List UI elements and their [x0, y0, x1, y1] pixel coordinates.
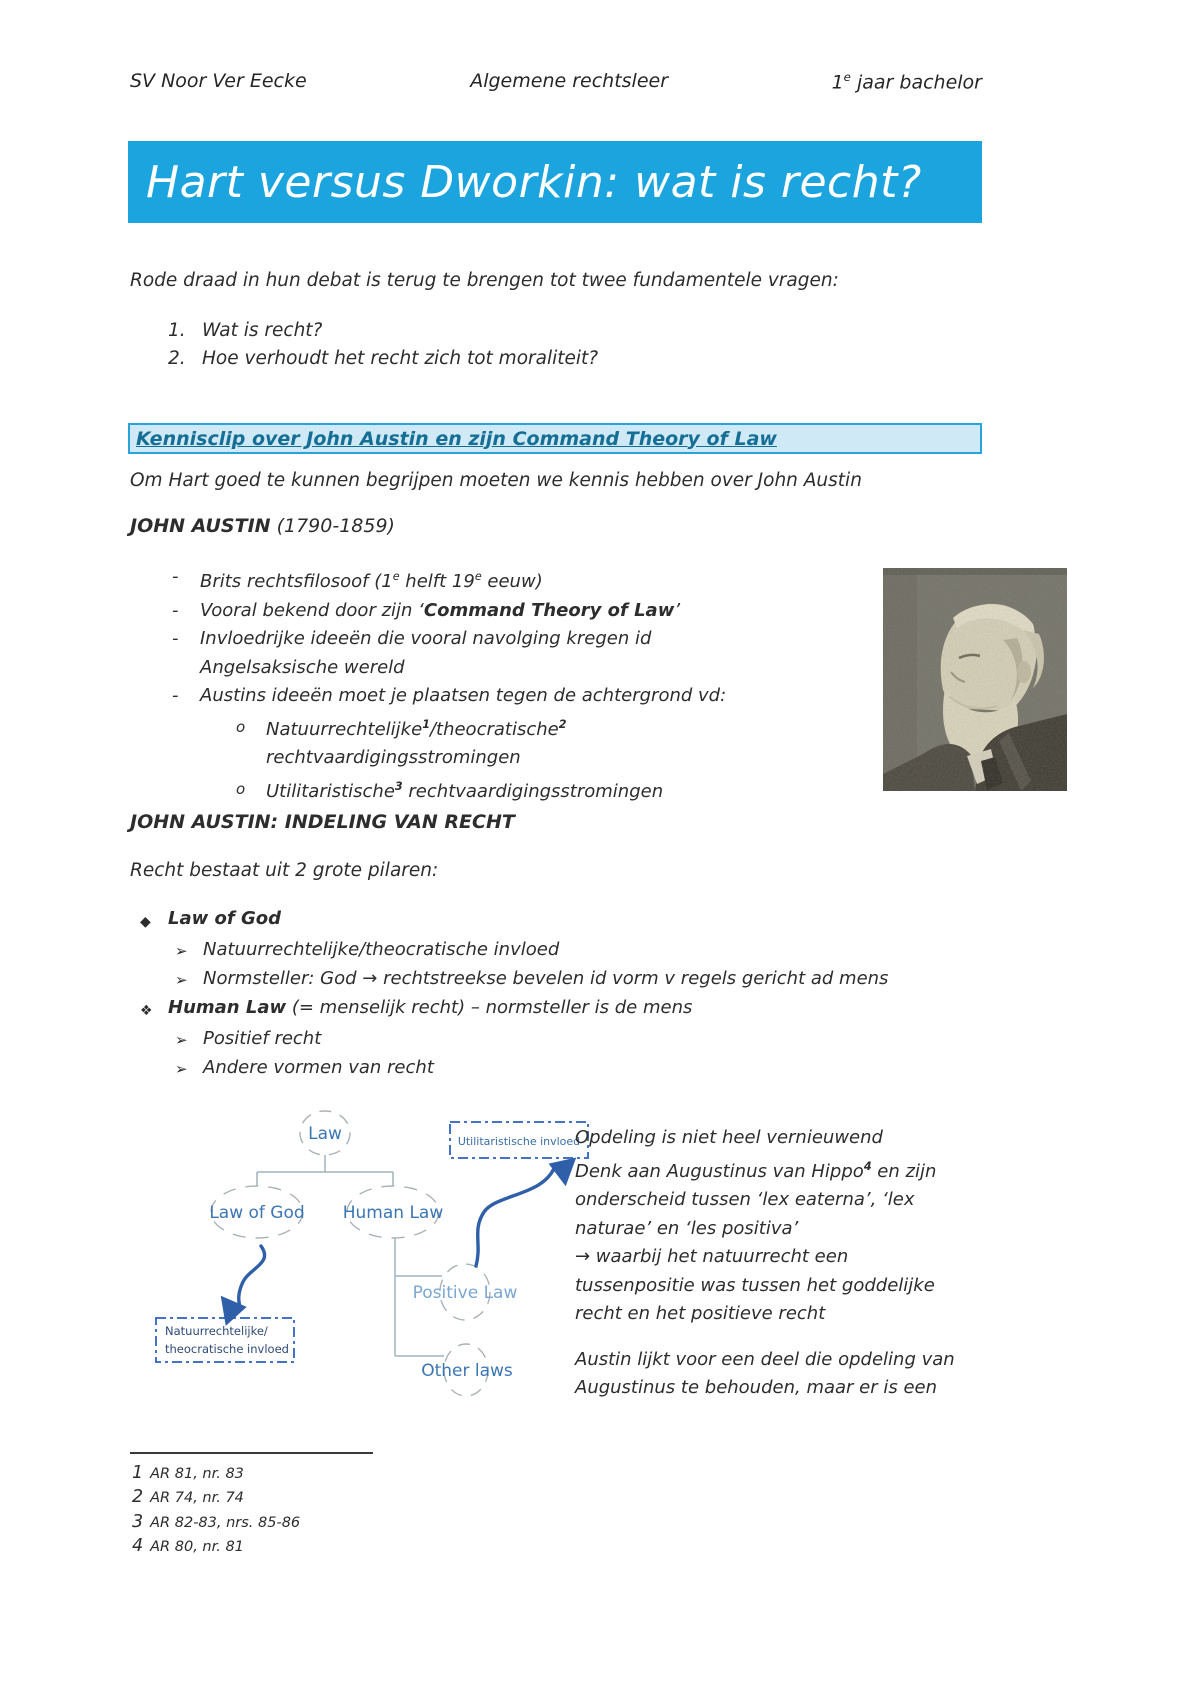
natural-influence-label-line2: theocratische invloed — [165, 1342, 289, 1356]
footnote-text: AR 74, nr. 74 — [150, 1490, 244, 1507]
list-number: 2. — [168, 348, 186, 369]
diagram-node-human-law: Human Law — [342, 1203, 444, 1223]
note-line: tussenpositie was tussen het goddelijke — [575, 1274, 935, 1296]
list-text: Wat is recht? — [202, 320, 323, 341]
arrowhead-bullet-icon: ➢ — [175, 1060, 188, 1078]
diagram-node-law: Law — [308, 1124, 342, 1144]
footnote-number: 1 — [132, 1463, 144, 1483]
footnote-ref: 1 — [422, 717, 430, 731]
note-line: → waarbij het natuurrecht een — [575, 1246, 849, 1267]
curved-arrow-to-natural-icon — [239, 1246, 265, 1308]
list-item — [168, 317, 598, 345]
austin-heading — [130, 515, 395, 537]
note-line: naturae’ en ‘les positiva’ — [575, 1217, 799, 1239]
diamond-bullet-icon: ❖ — [140, 1003, 153, 1019]
text-part: rechtvaardigingsstromingen — [266, 747, 521, 768]
curved-arrow-to-utilitarian-icon — [476, 1166, 555, 1266]
text-part: rechtvaardigingsstromingen — [402, 780, 664, 802]
text-part: Denk aan Augustinus van Hippo — [575, 1160, 864, 1182]
bullet-text — [200, 625, 651, 682]
austin-name: JOHN AUSTIN — [130, 515, 271, 537]
text-part: en zijn — [871, 1160, 937, 1182]
bullet-item — [172, 625, 872, 682]
pillar-sub-item — [175, 936, 888, 965]
note-line: Opdeling is niet heel vernieuwend — [575, 1127, 883, 1148]
bullet-item — [172, 682, 872, 711]
footnote-ref: 4 — [863, 1159, 872, 1173]
header-year-sup: e — [843, 70, 851, 84]
footnote-item — [132, 1486, 300, 1510]
sub-text: Natuurrechtelijke/theocratische invloed — [203, 939, 560, 960]
bullet-item — [172, 597, 872, 626]
text-part: Natuurrechtelijke — [266, 718, 423, 740]
bullet-text — [266, 773, 663, 807]
augustinus-note — [575, 1124, 955, 1403]
note-line: onderscheid tussen ‘lex eaterna’, ‘lex — [575, 1189, 915, 1210]
header-year-num: 1 — [831, 71, 844, 94]
text-part: Vooral bekend door zijn ‘ — [200, 599, 424, 621]
arrowhead-bullet-icon: ➢ — [175, 942, 188, 960]
footnote-number: 4 — [132, 1536, 144, 1557]
header-course: Algemene rechtsleer — [470, 70, 669, 92]
pillar-title: Law of God — [168, 908, 282, 929]
john-austin-portrait — [883, 568, 1067, 791]
dash-bullet: - — [172, 599, 179, 621]
page-header — [130, 70, 982, 93]
footnote-list — [132, 1462, 300, 1560]
text-part: ’ — [674, 599, 681, 621]
o-bullet: o — [236, 717, 246, 736]
bold-text: Human Law — [168, 997, 287, 1018]
header-year — [832, 70, 982, 93]
header-author: SV Noor Ver Eecke — [130, 70, 307, 92]
dash-bullet: - — [172, 685, 179, 706]
diamond-bullet-icon: ◆ — [140, 914, 151, 930]
note-line: recht en het positieve recht — [575, 1303, 826, 1324]
footnote-item — [132, 1535, 300, 1559]
sub-bullet-item — [236, 711, 872, 773]
pillar-sub-item — [175, 1054, 888, 1083]
footnote-text: AR 80, nr. 81 — [150, 1539, 244, 1556]
utilitarian-influence-label: Utilitaristische invloed — [457, 1135, 581, 1148]
text-part: Angelsaksische wereld — [200, 656, 405, 678]
list-text: Hoe verhoudt het recht zich tot moraliteit? — [202, 348, 599, 369]
footnote-number: 3 — [132, 1511, 144, 1532]
list-item — [168, 345, 598, 373]
title-banner — [128, 141, 982, 223]
bullet-text — [200, 563, 543, 597]
pillar-list — [140, 905, 888, 1083]
section-intro: Om Hart goed te kunnen begrijpen moeten we kennis hebben over John Austin — [130, 470, 862, 491]
footnote-ref: 3 — [394, 779, 403, 793]
bullet-text: Austins ideeën moet je plaatsen tegen de achtergrond vd: — [200, 685, 727, 706]
section-heading-box — [128, 423, 982, 454]
footnote-ref: 2 — [558, 717, 567, 731]
text-part: helft 19 — [399, 571, 475, 592]
text-part: eeuw) — [481, 571, 543, 592]
footnote-item — [132, 1511, 300, 1535]
text-part: /theocratische — [429, 718, 559, 740]
bold-text: Command Theory of Law — [423, 599, 675, 621]
bullet-text — [200, 597, 680, 626]
sub-bullet-item — [236, 773, 872, 807]
bullet-text — [266, 711, 566, 773]
text-part: Invloedrijke ideeën die vooral navolging kregen id — [200, 628, 652, 649]
footnote-item — [132, 1462, 300, 1486]
header-year-rest: jaar bachelor — [850, 71, 982, 94]
list-number: 1. — [168, 320, 186, 341]
diagram-node-other-laws: Other laws — [421, 1361, 513, 1381]
sub-text: Positief recht — [203, 1028, 322, 1049]
note-line: Augustinus te behouden, maar er is een — [575, 1377, 938, 1398]
dash-bullet: - — [172, 566, 179, 587]
pillar-sub-item — [175, 1025, 888, 1054]
intro-paragraph: Rode draad in hun debat is terug te brengen tot twee fundamentele vragen: — [130, 270, 839, 291]
pillar-sub-item — [175, 965, 888, 994]
text-part: (= menselijk recht) – normsteller is de mens — [286, 997, 693, 1018]
footnote-text: AR 82-83, nrs. 85-86 — [150, 1514, 301, 1531]
text-part: Utilitaristische — [266, 780, 395, 802]
law-tree-diagram — [140, 1106, 610, 1406]
o-bullet: o — [236, 779, 246, 798]
arrowhead-bullet-icon: ➢ — [175, 1031, 188, 1049]
pillars-lead: Recht bestaat uit 2 grote pilaren: — [130, 860, 439, 881]
dash-bullet: - — [172, 628, 179, 649]
diagram-node-positive-law: Positive Law — [412, 1283, 518, 1303]
page-title: Hart versus Dworkin: wat is recht? — [146, 156, 922, 208]
indeling-heading: JOHN AUSTIN: INDELING VAN RECHT — [130, 811, 515, 833]
footnote-divider — [130, 1452, 373, 1454]
pillar-item — [140, 905, 888, 936]
natural-influence-label-line1: Natuurrechtelijke/ — [165, 1324, 268, 1338]
sub-text: Normsteller: God → rechtstreekse bevelen id vorm v regels gericht ad mens — [203, 968, 889, 989]
sub-text: Andere vormen van recht — [203, 1057, 434, 1078]
superscript: e — [474, 570, 482, 583]
pillar-item — [140, 994, 888, 1025]
austin-bullet-list — [172, 563, 872, 806]
paragraph-gap — [575, 1329, 955, 1346]
question-list — [168, 317, 598, 373]
footnote-number: 2 — [132, 1487, 144, 1508]
bullet-item — [172, 563, 872, 597]
austin-years: (1790-1859) — [270, 515, 395, 537]
pillar-title — [168, 994, 692, 1025]
text-part: Brits rechtsfilosoof (1 — [200, 571, 393, 592]
note-line — [575, 1153, 955, 1187]
note-line: Austin lijkt voor een deel die opdeling van — [575, 1348, 955, 1370]
diagram-node-law-of-god: Law of God — [209, 1203, 305, 1223]
footnote-text: AR 81, nr. 83 — [150, 1466, 244, 1482]
arrowhead-bullet-icon: ➢ — [175, 971, 188, 989]
section-heading: Kennisclip over John Austin en zijn Command Theory of Law — [136, 427, 777, 450]
superscript: e — [392, 570, 400, 583]
